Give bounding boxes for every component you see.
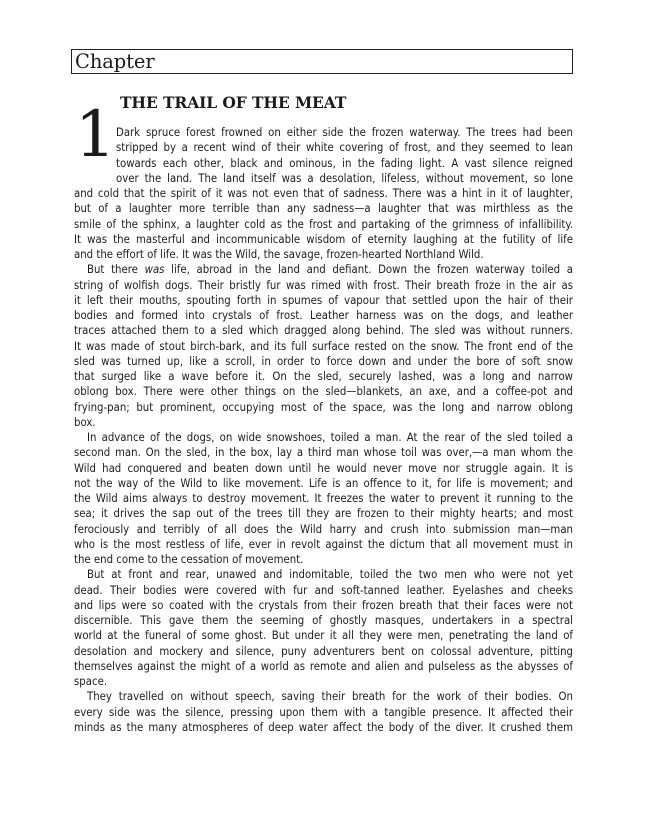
text-line: desolation and mockery and silence, puny adventurers bent on colossal adventure, pitting bbox=[74, 644, 573, 658]
text-line: Wild had conquered and beaten down until he would never move nor struggle again. It is bbox=[74, 461, 573, 475]
text-line: string of wolfish dogs. Their bristly fur was rimed with frost. Their breath froze in the air as bbox=[74, 278, 573, 292]
text-line: dead. Their bodies were covered with fur and soft-tanned leather. Eyelashes and cheeks bbox=[74, 583, 573, 597]
text-line: second man. On the sled, in the box, lay a third man whose toil was over,—a man whom the bbox=[74, 446, 573, 460]
text-line: It was the masterful and incommunicable wisdom of eternity laughing at the futility of life bbox=[74, 232, 573, 246]
text-line: towards each other, black and ominous, in the fading light. A vast silence reigned bbox=[116, 156, 573, 170]
text-line: But there was life, abroad in the land and defiant. Down the frozen waterway toiled a bbox=[87, 263, 573, 277]
text-line: and the effort of life. It was the Wild, the savage, frozen-hearted Northland Wild. bbox=[74, 248, 484, 261]
text-line: But at front and rear, unawed and indomitable, toiled the two men who were not yet bbox=[87, 568, 573, 582]
text-line: themselves against the might of a world as remote and alien and pulseless as the abysses of bbox=[74, 659, 573, 673]
text-line: who is the most restless of life, ever in revolt against the dictum that all movement must in bbox=[74, 537, 573, 551]
text-line: They travelled on without speech, saving their breath for the work of their bodies. On bbox=[87, 690, 573, 704]
text-line: sled was turned up, like a scroll, in order to force down and under the bore of soft snow bbox=[74, 354, 573, 368]
text-line: discernible. This gave them the seeming of ghostly masques, undertakers in a spectral bbox=[74, 614, 573, 627]
text-line: box. bbox=[74, 415, 96, 429]
text-line: but of a laughter more terrible than any sadness—a laughter that was mirthless as the bbox=[74, 202, 573, 216]
text-line: smile of the sphinx, a laughter cold as the frost and partaking of the grimness of infallibility. bbox=[74, 217, 573, 231]
text-line: sea; it drives the sap out of the trees till they are frozen to their mighty hearts; and most bbox=[74, 507, 573, 521]
chapter-label: Chapter bbox=[75, 50, 155, 73]
text-line: frying-pan; but prominent, occupying most of the space, was the long and narrow oblong bbox=[74, 400, 573, 414]
text-line: it left their mouths, spouting forth in spumes of vapour that settled upon the hair of their bbox=[74, 293, 573, 307]
text-line: and cold that the spirit of it was not even that of sadness. There was a hint in it of laughter, bbox=[74, 187, 573, 200]
text-line: over the land. The land itself was a desolation, lifeless, without movement, so lone bbox=[116, 171, 573, 185]
text-line: Dark spruce forest frowned on either side the frozen waterway. The trees had been bbox=[116, 126, 573, 139]
text-line: It was made of stout birch-bark, and its full surface rested on the snow. The front end of the bbox=[74, 339, 573, 353]
text-line: the Wild aims always to destroy movement. It freezes the water to prevent it running to the bbox=[74, 492, 573, 505]
text-line: minds as the many atmospheres of deep water affect the body of the diver. It crushed them bbox=[74, 720, 573, 734]
text-line: bodies and formed into crystals of frost. Leather harness was on the dogs, and leather bbox=[74, 309, 573, 322]
text-line: ferociously and terribly of all does the Wild harry and crush into submission man—man bbox=[74, 522, 573, 536]
text-line: that surged like a wave before it. On the sled, securely lashed, was a long and narrow bbox=[74, 370, 573, 383]
chapter-number-dropcap: 1 bbox=[75, 98, 116, 172]
text-line: oblong box. There were other things on the sled—blankets, an axe, and a coffee-pot and bbox=[74, 385, 573, 399]
text-line: the end come to the cessation of movement. bbox=[74, 553, 304, 566]
text-line: and lips were so coated with the crystals from their frozen breath that their faces were not bbox=[74, 598, 573, 612]
text-line: traces attached them to a sled which dragged along behind. The sled was without runners. bbox=[74, 324, 573, 338]
text-line: In advance of the dogs, on wide snowshoes, toiled a man. At the rear of the sled toiled a bbox=[87, 431, 573, 444]
text-line: stripped by a recent wind of their white covering of frost, and they seemed to lean bbox=[116, 141, 573, 155]
text-line: space. bbox=[74, 675, 108, 688]
chapter-title: THE TRAIL OF THE MEAT bbox=[120, 93, 347, 112]
text-line: world at the funeral of some ghost. But under it all they were men, penetrating the land of bbox=[74, 629, 573, 643]
text-line: every side was the silence, pressing upon them with a tangible presence. It affected their bbox=[74, 705, 573, 719]
chapter-heading-box bbox=[71, 49, 573, 74]
text-line: not the way of the Wild to like movement. Life is an offence to it, for life is movement; and bbox=[74, 476, 573, 490]
